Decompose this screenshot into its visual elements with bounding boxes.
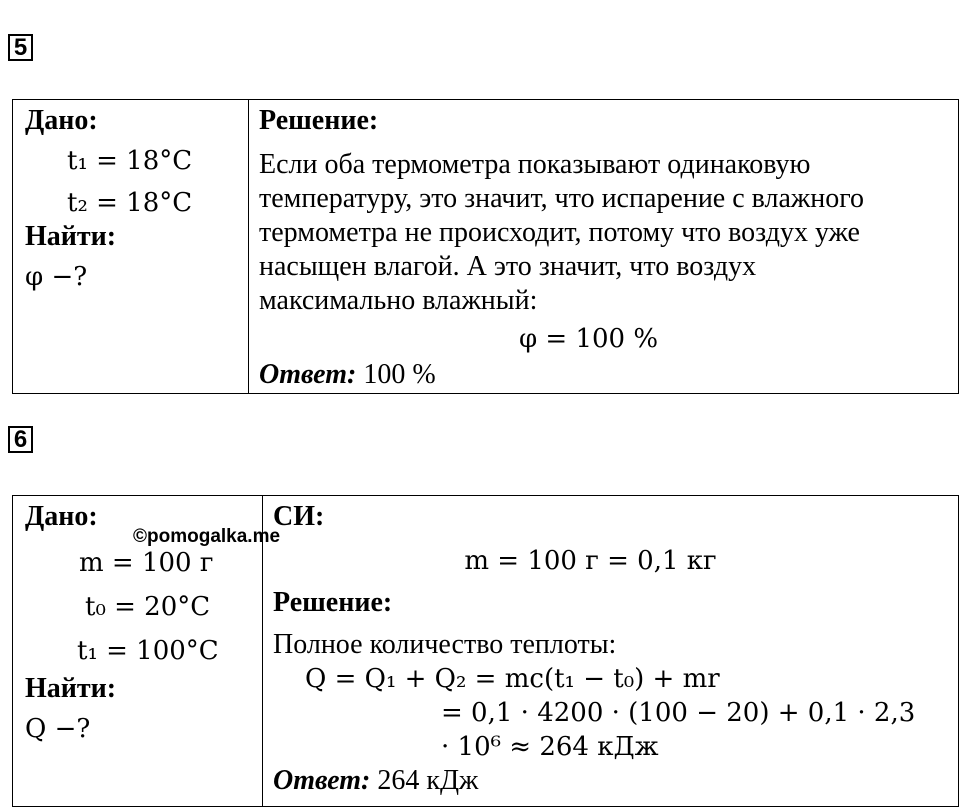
problem-6-number: 6: [8, 426, 33, 453]
given-t2: t₂ = 18°C: [67, 188, 193, 218]
given-t1: t₁ = 100°C: [77, 636, 219, 666]
given-label: Дано:: [25, 105, 98, 136]
problem-5-solution-cell: [249, 100, 959, 394]
solution-line-1: Если оба термометра показывают одинаковую: [259, 149, 811, 180]
solution-label: Решение:: [273, 587, 393, 618]
formula-line-2: = 0,1 · 4200 · (100 − 20) + 0,1 · 2,3: [441, 698, 916, 728]
given-t0: t₀ = 20°C: [85, 592, 211, 622]
problem-5-given-cell: [13, 100, 249, 394]
problem-6-solution-cell: [263, 496, 959, 807]
given-m: m = 100 г: [79, 548, 214, 578]
answer-label: Ответ:: [259, 359, 357, 390]
si-label: СИ:: [273, 501, 325, 532]
solution-label: Решение:: [259, 105, 379, 136]
formula-line-1: Q = Q₁ + Q₂ = mc(t₁ − t₀) + mr: [305, 664, 720, 694]
solution-line-3: термометра не происходит, потому что воздух уже: [259, 217, 860, 248]
solution-line-2: температуру, это значит, что испарение с влажного: [259, 183, 865, 214]
find-q: Q −?: [25, 714, 91, 744]
given-t1: t₁ = 18°C: [67, 146, 193, 176]
answer-value: 264 кДж: [377, 765, 479, 796]
answer-value: 100 %: [363, 359, 436, 390]
find-label: Найти:: [25, 221, 117, 252]
formula-line-3: · 10⁶ ≈ 264 кДж: [441, 732, 659, 762]
watermark: ©pomogalka.me: [133, 526, 281, 547]
si-formula: m = 100 г = 0,1 кг: [464, 546, 717, 576]
solution-line-5: максимально влажный:: [259, 285, 538, 316]
formula-phi: φ = 100 %: [518, 324, 659, 354]
solution-line-4: насыщен влагой. А это значит, что воздух: [259, 251, 757, 282]
given-label: Дано:: [25, 501, 98, 532]
problem-5-number: 5: [8, 34, 33, 61]
problem-5-table: [12, 99, 959, 394]
find-phi: φ −?: [25, 262, 88, 292]
find-label: Найти:: [25, 673, 117, 704]
answer-label: Ответ:: [273, 765, 371, 796]
solution-intro: Полное количество теплоты:: [273, 629, 617, 660]
